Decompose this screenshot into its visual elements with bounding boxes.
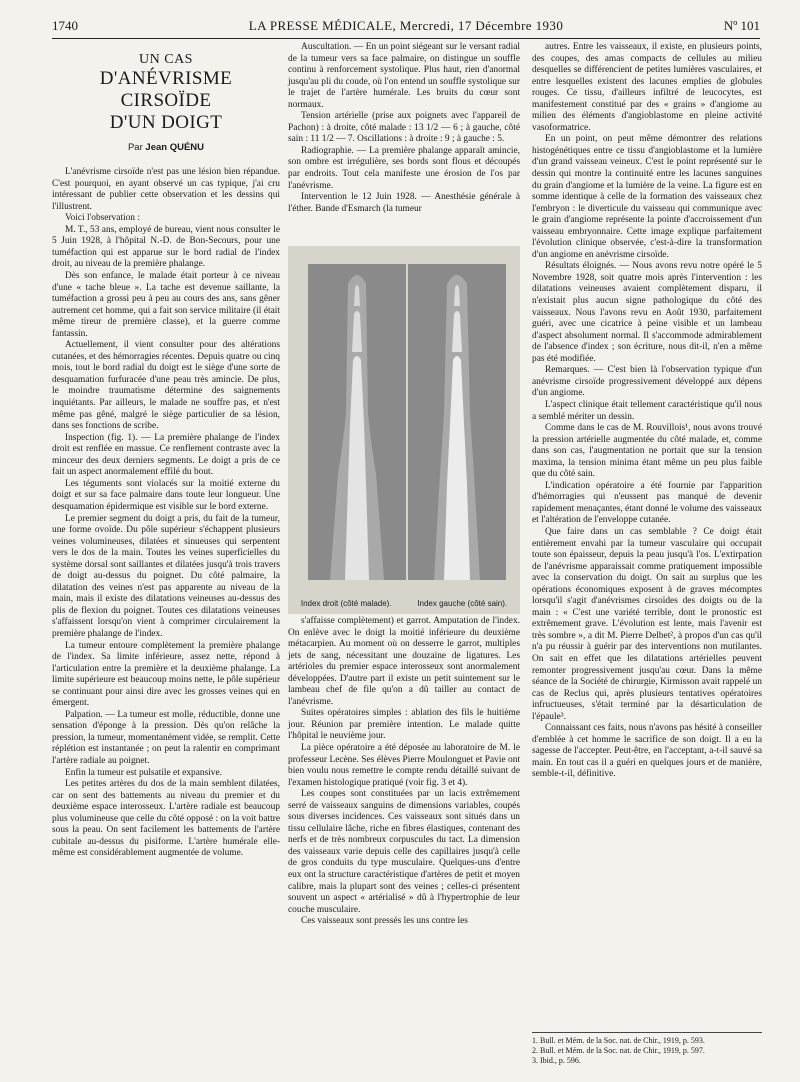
paragraph: Tension artérielle (prise aux poignets avec l'appareil de Pachon) : à droite, côté malade : 13 1/2 — 6 ; à gauche, côté sain : 11 1/2 — 7. Oscillations : à droite : 9 ; à gauche : 5. bbox=[288, 111, 520, 145]
paragraph: Voici l'observation : bbox=[65, 213, 140, 224]
paragraph: Dès son enfance, le malade était porteur à ce niveau d'une « tache bleue ». La tache est devenue saillante, la tuméfaction a grossi peu à peu au cours des ans, sans gêner autrement cet homme, qui a fait son service militaire (il était même tireur de première classe), et la guerre comme fantassin. bbox=[52, 271, 280, 339]
paragraph: Ces vaisseaux sont pressés les uns contre les bbox=[301, 916, 468, 927]
caption-left: Index droit (côté malade). bbox=[300, 599, 392, 608]
radiograph-left-index bbox=[408, 264, 506, 580]
paragraph: Intervention le 12 Juin 1928. — Anesthésie générale à l'éther. Bande d'Esmarch (la tumeur bbox=[288, 192, 520, 214]
paragraph: autres. Entre les vaisseaux, il existe, en plusieurs points, des coupes, des amas compacts de cellules au milieu desquelles se différencient de petites lumières vasculaires, et entre lesquelles existent des lacunes emplies de globules rouges. Ce tissu, d'ailleurs infiltré de leucocytes, est manifestement constitué par des « grains » d'angiome au milieu des éléments d'angioblastome en pleine activité vasoformatrice. bbox=[532, 42, 762, 133]
paragraph: Radiographie. — La première phalange apparaît amincie, son ombre est irrégulière, ses bords sont flous et découpés par endroits. Tout cela manifeste une érosion de l'os par l'anévrisme. bbox=[288, 145, 520, 191]
journal-title: LA PRESSE MÉDICALE, Mercredi, 17 Décembre 1930 bbox=[248, 18, 564, 33]
column-1-text bbox=[52, 167, 280, 860]
paragraph: Les coupes sont constituées par un lacis extrêmement serré de vaisseaux sanguins de dimensions variables, coupés sous diverses incidences. Ces vaisseaux sont situés dans un tissu cellulaire lâche, riche en fibres élastiques, contenant des nerfs et de très nombreux corpuscules du tact. La dimension des vaisseaux varie depuis celle des capillaires jusqu'à celle de gros conduits du type musculaire. Quelques-uns d'entre eux ont la structure caractéristique d'artères de petit et moyen calibre, mais la plupart sont des veines ; celles-ci présentent souvent un aspect « artérialisé » dû à l'hypertrophie de leur couche musculaire. bbox=[288, 789, 520, 915]
paragraph: Les petites artères du dos de la main semblent dilatées, car on sent des battements au niveau du premier et du deuxième espace interosseux. L'artère radiale est beaucoup plus volumineuse que celle du côté opposé : on la voit battre sous la peau. On sent facilement les battements de l'artère cubitale au-dessus du pisiforme. L'artère humérale elle-même est considérablement augmentée de volume. bbox=[52, 779, 280, 859]
paragraph: Actuellement, il vient consulter pour des altérations cutanées, et des hémorragies récentes. Depuis quatre ou cinq mois, tout le bord radial du doigt est le siège d'une sorte de desquamation furfuracée d'une peau très amincie. De plus, le moindre traumatisme détermine des saignements inquiétants. Par ailleurs, le malade ne souffre pas, et n'est même pas gêné, malgré le siège particulier de sa lésion, dans ses fonctions de scribe. bbox=[52, 340, 280, 432]
paragraph: L'indication opératoire a été fournie par l'apparition d'hémorragies qui n'eussent pas manqué de devenir rapidement menaçantes, étant donné le volume des vaisseaux et l'altération de l'enveloppe cutanée. bbox=[532, 480, 762, 526]
paragraph: Inspection (fig. 1). — La première phalange de l'index droit est renflée en massue. Ce renflement contraste avec la minceur des deux derniers segments. Le doigt a pris de ce fait un aspect anormalement effilé du bout. bbox=[52, 432, 280, 478]
issue-number: Nº 101 bbox=[723, 18, 760, 33]
paragraph: Le premier segment du doigt a pris, du fait de la tumeur, une forme ovoïde. Du pôle supérieur s'échappent plusieurs veines volumineuses, dilatées et sinueuses qui serpentent vers le dos de la main. Toutes les veines superficielles du système dorsal sont saillantes et dilatées jusqu'à trois travers de doigt au-dessus du poignet. Du côté palmaire, la dilatation des veines n'est pas apparente au niveau de la main, mais il existe des dilatations veineuses au-dessus des plis de flexion du poignet. Toutes ces dilatations veineuses s'affaissent lorsqu'on vient à comprimer circulairement la première phalange de l'index. bbox=[52, 513, 280, 639]
radiograph-right-index bbox=[308, 264, 406, 580]
paragraph: La pièce opératoire a été déposée au laboratoire de M. le professeur Lecène. Ses élèves Pierre Moulonguet et Pavie ont bien voulu nous remettre le compte rendu détaillé suivant de l'examen histologique pratiqué (voir fig. 3 et 4). bbox=[288, 743, 520, 788]
column-2 bbox=[288, 42, 520, 215]
figure-caption bbox=[288, 599, 520, 608]
paragraph: Connaissant ces faits, nous n'avons pas hésité à conseiller d'emblée à cet homme le sacrifice de son doigt. Il a eu la sagesse de l'accepter. Peut-être, en l'acceptant, a-t-il sauvé sa main. En tout cas il a guéri en quelques jours et de manière, semble-t-il, définitive. bbox=[532, 723, 762, 780]
author-name: Jean QUÉNU bbox=[145, 141, 205, 153]
footnote: 3. Ibid., p. 596. bbox=[532, 1056, 581, 1065]
article-title-block bbox=[52, 54, 280, 153]
column-1 bbox=[52, 42, 280, 860]
paragraph: Palpation. — La tumeur est molle, réductible, donne une sensation d'éponge à la pression. Dès qu'on relâche la pression, la tumeur, momentanément vidée, se remplit. Cette réplétion est instantanée ; on peut la ralentir en comprimant l'artère radiale au poignet. bbox=[52, 709, 280, 766]
paragraph: Comme dans le cas de M. Rouvillois¹, nous avons trouvé la pression artérielle augmentée du côté malade, et, comme dans son cas, l'augmentation ne portait que sur la tension maxima, la tension minima étant même un peu plus faible que du côté sain. bbox=[532, 423, 762, 480]
paragraph: La tumeur entoure complètement la première phalange de l'index. Sa limite inférieure, assez nette, répond à l'articulation entre la première et la deuxième phalange. La limite supérieure est beaucoup moins nette, le pôle supérieur se continuant pour ainsi dire avec les grosses veines qui en émergent. bbox=[52, 640, 280, 709]
paragraph: L'aspect clinique était tellement caractéristique qu'il nous a semblé mériter un dessin. bbox=[532, 399, 762, 422]
column-2-continued bbox=[288, 616, 520, 928]
caption-right: Index gauche (côté sain). bbox=[417, 599, 508, 608]
page-number: 1740 bbox=[52, 18, 78, 33]
paragraph: M. T., 53 ans, employé de bureau, vient nous consulter le 5 Juin 1928, à l'hôpital N.-D. de Bon-Secours, pour une tuméfaction qui est apparue sur le bord radial de l'index droit, au niveau de la première phalange. bbox=[52, 224, 280, 270]
article-title-line1: D'ANÉVRISME CIRSOÏDE bbox=[99, 67, 233, 111]
paragraph: Résultats éloignés. — Nous avons revu notre opéré le 5 Novembre 1928, soit quatre mois après l'intervention : les dilatations veineuses avaient complètement disparu, il n'existait plus aucun signe pathologique du côté des vaisseaux. Nous l'avons revu en Août 1930, parfaitement guéri, avec une cicatrice à peine visible et un lambeau d'aspect absolument normal. Il s'accommode admirablement de l'absence d'index ; son écriture, nous dit-il, n'en a même pas été modifiée. bbox=[532, 261, 762, 364]
paragraph: Enfin la tumeur est pulsatile et expansive. bbox=[65, 767, 222, 778]
footnotes bbox=[532, 1032, 762, 1066]
paragraph: Auscultation. — En un point siégeant sur le versant radial de la tumeur vers sa face palmaire, on distingue un souffle continu à renforcement systolique. Plus haut, rien d'anormal jusqu'au pli du coude, où l'on entend un souffle systolique sur le trajet de l'artère humérale. Les bruits du cœur sont normaux. bbox=[288, 42, 520, 110]
byline-prefix: Par bbox=[127, 141, 146, 153]
article-title-line2: D'UN DOIGT bbox=[109, 111, 223, 133]
footnote: 1. Bull. et Mém. de la Soc. nat. de Chir., 1919, p. 593. bbox=[532, 1036, 705, 1045]
page-header bbox=[52, 18, 760, 36]
paragraph: Suites opératoires simples : ablation des fils le huitième jour. Réunion par première intention. Le malade quitte l'hôpital le neuvième jour. bbox=[288, 708, 520, 742]
footnote: 2. Bull. et Mém. de la Soc. nat. de Chir., 1919, p. 597. bbox=[532, 1046, 705, 1055]
paragraph: Que faire dans un cas semblable ? Ce doigt était entièrement envahi par la tumeur vasculaire qui occupait toute son épaisseur, depuis la peau jusqu'à l'os. L'extirpation de l'anévrisme apparaissait comme pratiquement impossible avec la conservation du doigt. On sait au surplus que les opérations économiques exposent à de graves mécomptes lorsqu'il s'agit d'anévrismes cirsoïdes des doigts ou de la main : « C'est une variété terrible, dont le pronostic est extrêmement grave. L'évolution est lente, mais l'avenir est très sombre », a dit M. Pierre Delbet², à propos d'un cas qu'il n'a pu réussir à guérir par des interventions non mutilantes. On sait en effet que les dilatations artérielles peuvent remonter progressivement jusqu'au cœur. Dans la même séance de la Société de chirurgie, Kirmisson avait rappelé un cas de Reclus qui, après plusieurs tentatives opératoires infructueuses, s'était terminé par la désarticulation de l'épaule³. bbox=[532, 526, 762, 722]
header-rule bbox=[52, 38, 760, 39]
column-3 bbox=[532, 42, 762, 781]
paragraph: Remarques. — C'est bien là l'observation typique d'un anévrisme cirsoïde progressivement développé aux dépens d'un angiome. bbox=[532, 365, 762, 399]
paragraph: L'anévrisme cirsoïde n'est pas une lésion bien répandue. C'est pourquoi, en ayant observé un cas typique, j'ai cru intéressant de publier cette observation et les dessins qui l'illustrent. bbox=[52, 167, 280, 212]
byline bbox=[52, 142, 280, 154]
radiograph-figure bbox=[288, 246, 520, 614]
paragraph: s'affaisse complètement) et garrot. Amputation de l'index. On enlève avec le doigt la moitié inférieure du deuxième métacarpien. Au moment où on desserre le garrot, multiples jets de sang, nécessitant une douzaine de ligatures. Les artérioles du premier espace interosseux sont anormalement développées. D'autre part il existe un petit suintement sur le lambeau chef de file qu'on a dû tailler au contact de l'anévrisme. bbox=[288, 616, 520, 707]
paragraph: Les téguments sont violacés sur la moitié externe du doigt et sur sa face palmaire dans toute leur longueur. Une desquamation épidermique est visible sur le bord externe. bbox=[52, 478, 280, 512]
article-kicker: UN CAS bbox=[139, 52, 193, 67]
paragraph: En un point, on peut même démontrer des relations histogénétiques entre ce tissu d'angioblastome et la lumière d'un grand vaisseau veineux. C'est le point représenté sur le dessin qui montre la continuité entre les lacunes sanguines du grain d'angiome et la lumière de la veine. La figure est en somme identique à celle de la formation des vaisseaux chez l'embryon : le diverticule du vaisseau qui communique avec le grain d'angiome représente la pointe d'accroissement d'un vaisseau embryonnaire. Cette image explique parfaitement l'évolution clinique observée, c'est-à-dire la transformation d'un angiome en anévrisme cirsoïde. bbox=[532, 134, 762, 260]
